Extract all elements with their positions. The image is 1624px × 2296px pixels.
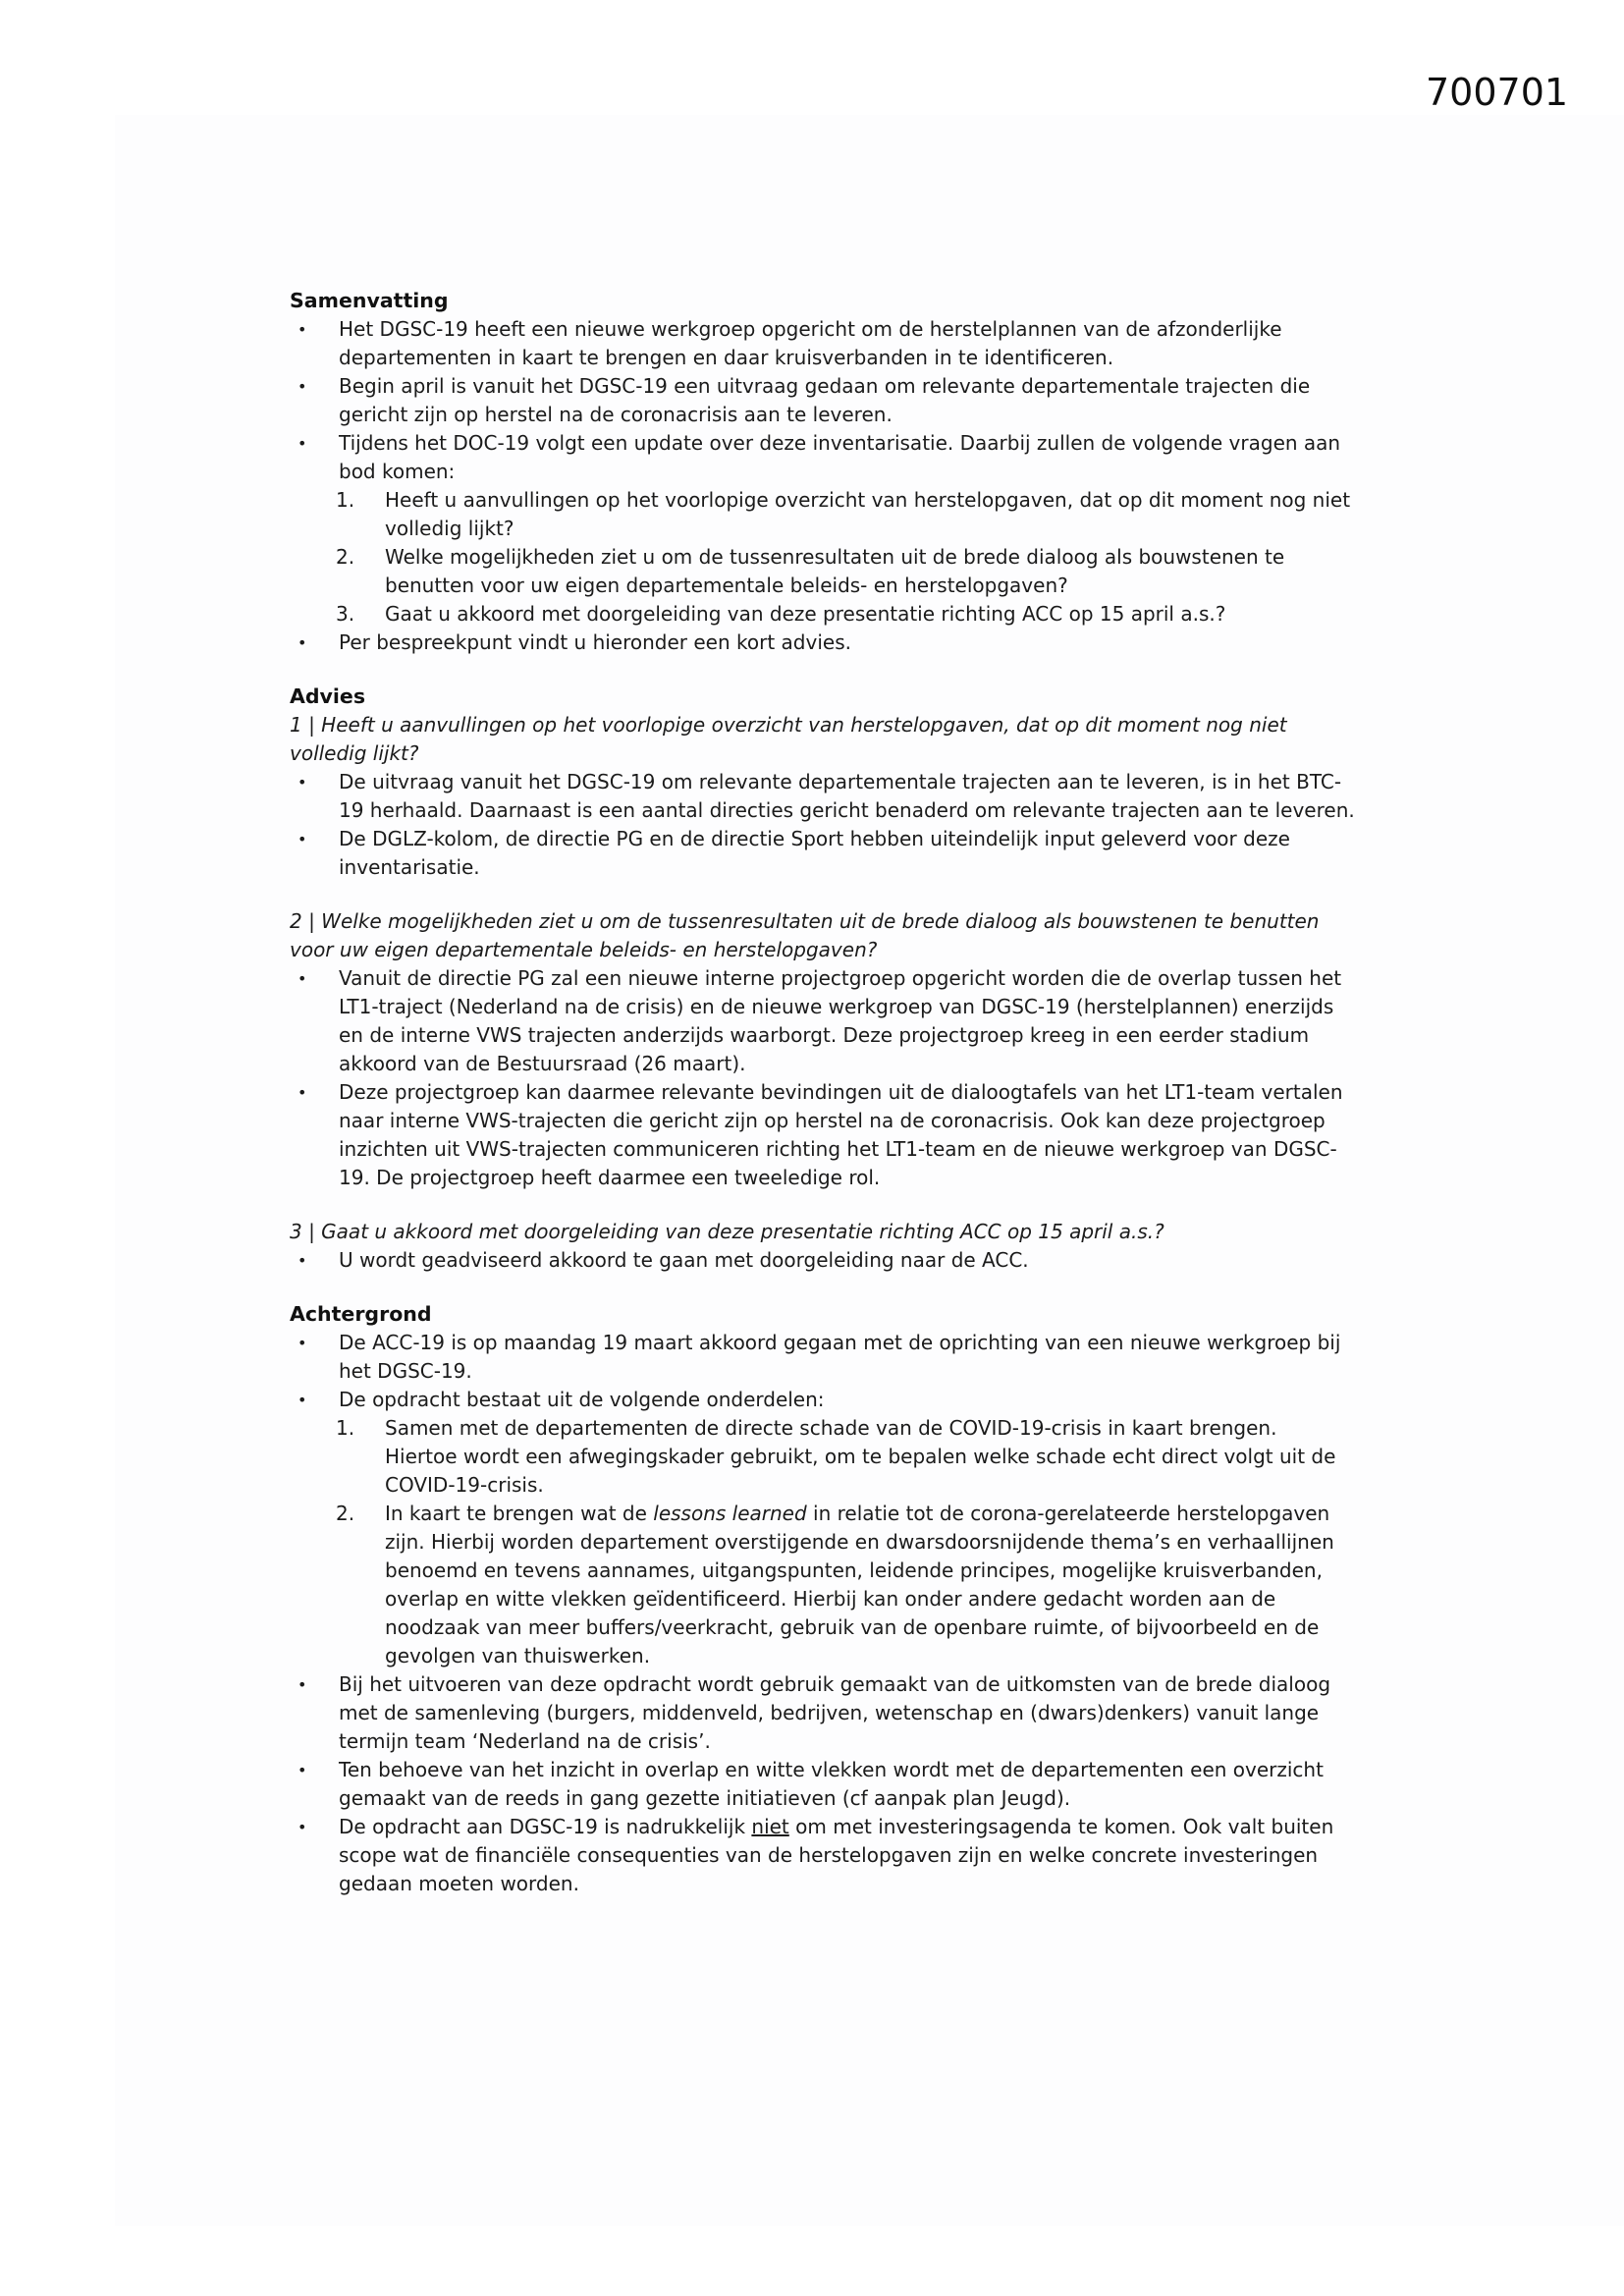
advies-q2-bullet-2-text: Deze projectgroep kan daarmee relevante bevindingen uit de dialoogtafels van het LT1-team vertalen naar interne VWS-trajecten die gericht zijn op herstel na de coronacrisis. Ook kan deze projectgroep inzichten uit VWS-trajecten communiceren richting het LT1-team en de nieuwe werkgroep van DGSC-19. De projectgroep heeft daarmee een tweeledige rol. (339, 1080, 1343, 1189)
achtergrond-task-list (334, 1414, 1355, 1670)
samenvatting-bullet-2 (290, 372, 1355, 429)
advies-q2-bullet-2 (290, 1078, 1355, 1192)
section-title-achtergrond: Achtergrond (290, 1302, 432, 1326)
bullet-icon: • (298, 1818, 307, 1836)
samenvatting-bullet-4-text: Per bespreekpunt vindt u hieronder een kort advies. (339, 630, 851, 654)
document-number: 700701 (1426, 71, 1569, 114)
samenvatting-bullet-3-text: Tijdens het DOC-19 volgt een update over deze inventarisatie. Daarbij zullen de volgende vragen aan bod komen: (339, 431, 1341, 483)
samenvatting-bullet-1-text: Het DGSC-19 heeft een nieuwe werkgroep opgericht om de herstelplannen van de afzonderlijke departementen in kaart te brengen en daar kruisverbanden in te identificeren. (339, 317, 1282, 369)
bullet-icon: • (298, 1334, 307, 1352)
bullet-icon: • (298, 377, 307, 396)
achtergrond-bullet-1-text: De ACC-19 is op maandag 19 maart akkoord gegaan met de oprichting van een nieuwe werkgroep bij het DGSC-19. (339, 1331, 1341, 1383)
bullet-icon: • (298, 1083, 307, 1102)
task-2-text-pre: In kaart te brengen wat de (385, 1502, 654, 1525)
bullet-icon: • (298, 969, 307, 988)
section-title-samenvatting: Samenvatting (290, 289, 449, 312)
achtergrond-bullet-2 (290, 1386, 1355, 1414)
advies-question-2-block (290, 907, 1355, 1192)
advies-q1-bullet-2-text: De DGLZ-kolom, de directie PG en de directie Sport hebben uiteindelijk input geleverd voor deze inventarisatie. (339, 827, 1290, 879)
achtergrond-bullet-5-pre: De opdracht aan DGSC-19 is nadrukkelijk (339, 1815, 752, 1838)
advies-question-3-heading: 3 | Gaat u akkoord met doorgeleiding van deze presentatie richting ACC op 15 april a.s.? (290, 1220, 1164, 1243)
advies-q2-bullet-1 (290, 964, 1355, 1078)
task-1-number: 1. (336, 1416, 355, 1440)
bullet-icon: • (298, 1675, 307, 1694)
achtergrond-bullet-1 (290, 1329, 1355, 1386)
advies-question-1-block (290, 711, 1355, 882)
bullet-icon: • (298, 1761, 307, 1779)
achtergrond-bullet-5-underlined: niet (751, 1815, 789, 1838)
task-2-number: 2. (336, 1502, 355, 1525)
advies-q1-bullet-2 (290, 825, 1355, 882)
bullet-icon: • (298, 1391, 307, 1409)
section-samenvatting (290, 287, 1355, 657)
achtergrond-bullet-3 (290, 1670, 1355, 1756)
achtergrond-bullet-4 (290, 1756, 1355, 1813)
question-1-number: 1. (336, 488, 355, 512)
bullet-icon: • (298, 830, 307, 848)
task-item-2 (334, 1500, 1355, 1670)
achtergrond-bullet-4-text: Ten behoeve van het inzicht in overlap en witte vlekken wordt met de departementen een overzicht gemaakt van de reeds in gang gezette initiatieven (cf aanpak plan Jeugd). (339, 1758, 1324, 1810)
advies-q1-bullet-1 (290, 768, 1355, 825)
advies-question-3-block (290, 1218, 1355, 1275)
section-advies (290, 683, 1355, 1275)
bullet-icon: • (298, 1251, 307, 1270)
task-item-1 (334, 1414, 1355, 1500)
advies-question-2-heading: 2 | Welke mogelijkheden ziet u om de tussenresultaten uit de brede dialoog als bouwstenen te benutten voor uw eigen departementale beleids- en herstelopgaven? (290, 909, 1320, 961)
bullet-icon: • (298, 773, 307, 792)
samenvatting-question-list (334, 486, 1355, 629)
achtergrond-bullet-5-post: om met investeringsagenda te komen. Ook valt buiten scope wat de financiële consequenties van de herstelopgaven zijn en welke concrete investeringen gedaan moeten worden. (339, 1815, 1334, 1895)
question-1-text: Heeft u aanvullingen op het voorlopige overzicht van herstelopgaven, dat op dit moment nog niet volledig lijkt? (385, 488, 1351, 540)
section-title-advies: Advies (290, 684, 366, 708)
question-2-text: Welke mogelijkheden ziet u om de tussenresultaten uit de brede dialoog als bouwstenen te benutten voor uw eigen departementale beleids- en herstelopgaven? (385, 545, 1285, 597)
samenvatting-bullet-3 (290, 429, 1355, 486)
task-2-text-post: in relatie tot de corona-gerelateerde herstelopgaven zijn. Hierbij worden departement overstijgende en dwarsdoorsnijdende thema’s en verhaallijnen benoemd en tevens aannames, uitgangspunten, leidende principes, mogelijke kruisverbanden, overlap en witte vlekken geïdentificeerd. Hierbij kan onder andere gedacht worden aan de noodzaak van meer buffers/veerkracht, gebruik van de openbare ruimte, of bijvoorbeeld en de gevolgen van thuiswerken. (385, 1502, 1334, 1667)
task-1-text: Samen met de departementen de directe schade van de COVID-19-crisis in kaart brengen. Hiertoe wordt een afwegingskader gebruikt, om te bepalen welke schade echt direct volgt uit de COVID-19-crisis. (385, 1416, 1336, 1497)
samenvatting-bullet-2-text: Begin april is vanuit het DGSC-19 een uitvraag gedaan om relevante departementale trajecten die gericht zijn op herstel na de coronacrisis aan te leveren. (339, 374, 1311, 426)
task-2-text-italic: lessons learned (653, 1502, 807, 1525)
achtergrond-bullet-5-text (339, 1813, 1355, 1898)
advies-q3-bullet-1-text: U wordt geadviseerd akkoord te gaan met doorgeleiding naar de ACC. (339, 1248, 1029, 1272)
question-item-1 (334, 486, 1355, 543)
advies-question-1-heading: 1 | Heeft u aanvullingen op het voorlopige overzicht van herstelopgaven, dat op dit moment nog niet volledig lijkt? (290, 713, 1287, 765)
document-content (290, 287, 1355, 1924)
question-3-text: Gaat u akkoord met doorgeleiding van deze presentatie richting ACC op 15 april a.s.? (385, 602, 1226, 626)
question-2-number: 2. (336, 545, 355, 569)
advies-q3-bullet-1 (290, 1246, 1355, 1275)
achtergrond-bullet-2-text: De opdracht bestaat uit de volgende onderdelen: (339, 1388, 825, 1411)
advies-q1-bullet-1-text: De uitvraag vanuit het DGSC-19 om relevante departementale trajecten aan te leveren, is in het BTC-19 herhaald. Daarnaast is een aantal directies gericht benaderd om relevante trajecten aan te leveren. (339, 770, 1355, 822)
achtergrond-bullet-5 (290, 1813, 1355, 1898)
advies-q2-bullet-1-text: Vanuit de directie PG zal een nieuwe interne projectgroep opgericht worden die de overlap tussen het LT1-traject (Nederland na de crisis) en de nieuwe werkgroep van DGSC-19 (herstelplannen) enerzijds en de interne VWS trajecten anderzijds waarborgt. Deze projectgroep kreeg in een eerder stadium akkoord van de Bestuursraad (26 maart). (339, 966, 1342, 1075)
bullet-icon: • (298, 633, 307, 652)
bullet-icon: • (298, 434, 307, 453)
task-2-text (385, 1500, 1355, 1670)
question-item-3 (334, 600, 1355, 629)
question-3-number: 3. (336, 602, 355, 626)
samenvatting-bullet-1 (290, 315, 1355, 372)
section-achtergrond (290, 1300, 1355, 1898)
bullet-icon: • (298, 320, 307, 339)
samenvatting-bullet-4 (290, 629, 1355, 657)
achtergrond-bullet-3-text: Bij het uitvoeren van deze opdracht wordt gebruik gemaakt van de uitkomsten van de brede dialoog met de samenleving (burgers, middenveld, bedrijven, wetenschap en (dwars)denkers) vanuit lange termijn team ‘Nederland na de crisis’. (339, 1672, 1331, 1753)
question-item-2 (334, 543, 1355, 600)
